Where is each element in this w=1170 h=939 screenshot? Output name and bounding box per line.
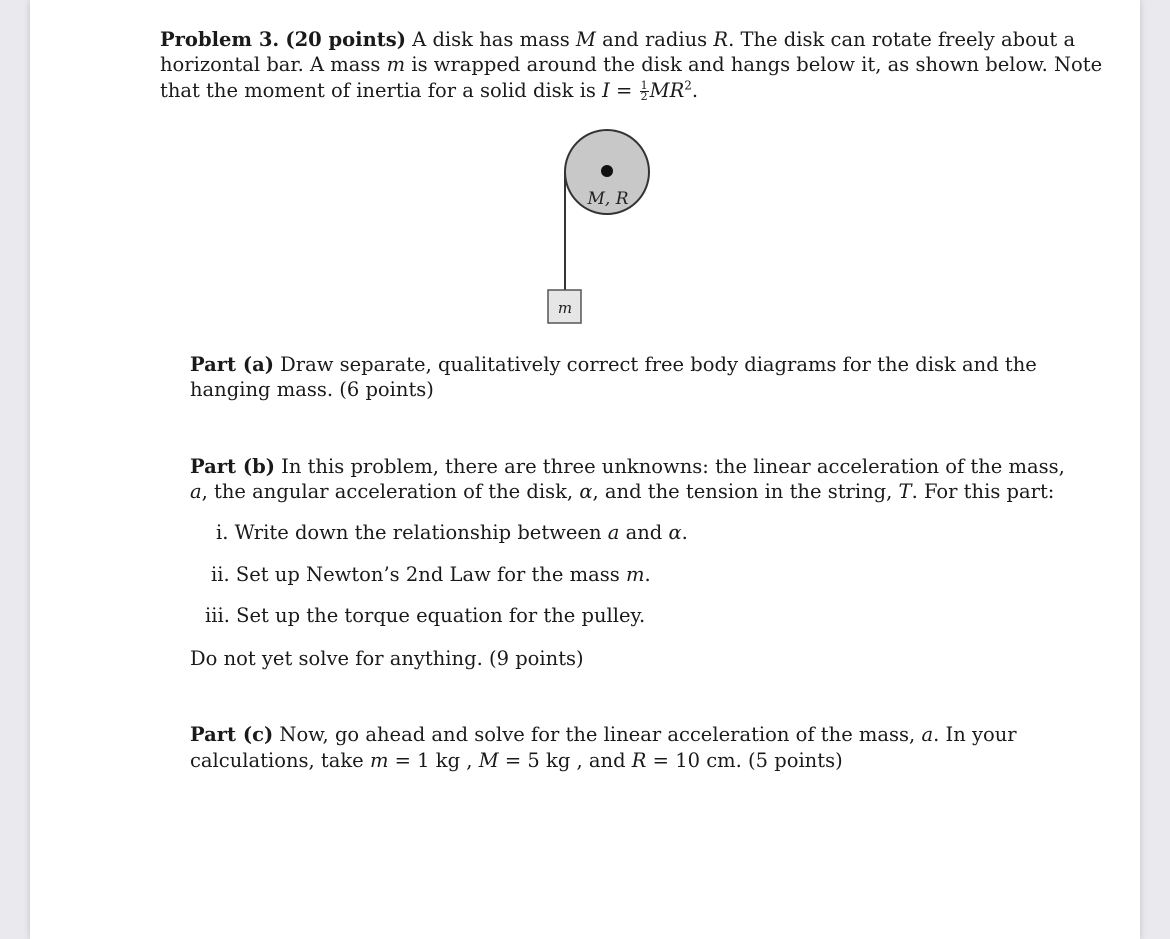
part-c-line-1: Part (c) Now, go ahead and solve for the linear acceleration of the mass, a. In your [190, 723, 1017, 746]
problem-line-3: that the moment of inertia for a solid disk is I = $\frac{1}{2}$ $MR^2$. [160, 78, 699, 103]
part-c-label: Part (c) [190, 723, 274, 746]
problem-points: (20 points) [285, 28, 406, 51]
axle-dot [601, 165, 613, 177]
problem-label: Problem 3. [160, 28, 280, 51]
part-b-line-2: a, the angular acceleration of the disk, α, and the tension in the string, T. For this part: [190, 480, 1055, 503]
part-b-line-1: Part (b) In this problem, there are three unknowns: the linear acceleration of the mass, [190, 455, 1065, 478]
fraction-one-half: $\frac{1}{2}$ [640, 79, 648, 103]
mass-label: m [557, 299, 573, 317]
part-b-item-ii: ii. Set up Newton’s 2nd Law for the mass m. [211, 563, 651, 586]
part-b-footer: Do not yet solve for anything. (9 points) [190, 647, 584, 670]
part-a-line-1: Part (a) Draw separate, qualitatively correct free body diagrams for the disk and the [190, 353, 1037, 376]
problem-line-2: horizontal bar. A mass m is wrapped around the disk and hangs below it, as shown below. Note [160, 53, 1103, 76]
disk-label: M, R [587, 189, 629, 209]
part-a-label: Part (a) [190, 353, 274, 376]
part-a-line-2: hanging mass. (6 points) [190, 378, 434, 401]
part-b-item-iii: iii. Set up the torque equation for the pulley. [205, 604, 646, 627]
problem-line-1: Problem 3. (20 points) A disk has mass M and radius R. The disk can rotate freely about a [160, 28, 1076, 51]
part-b-item-i: i. Write down the relationship between a and α. [216, 521, 688, 544]
part-b-label: Part (b) [190, 455, 275, 478]
part-c-line-2: calculations, take m = 1 kg , M = 5 kg , and R = 10 cm. (5 points) [190, 749, 843, 772]
pulley-diagram [540, 128, 670, 328]
